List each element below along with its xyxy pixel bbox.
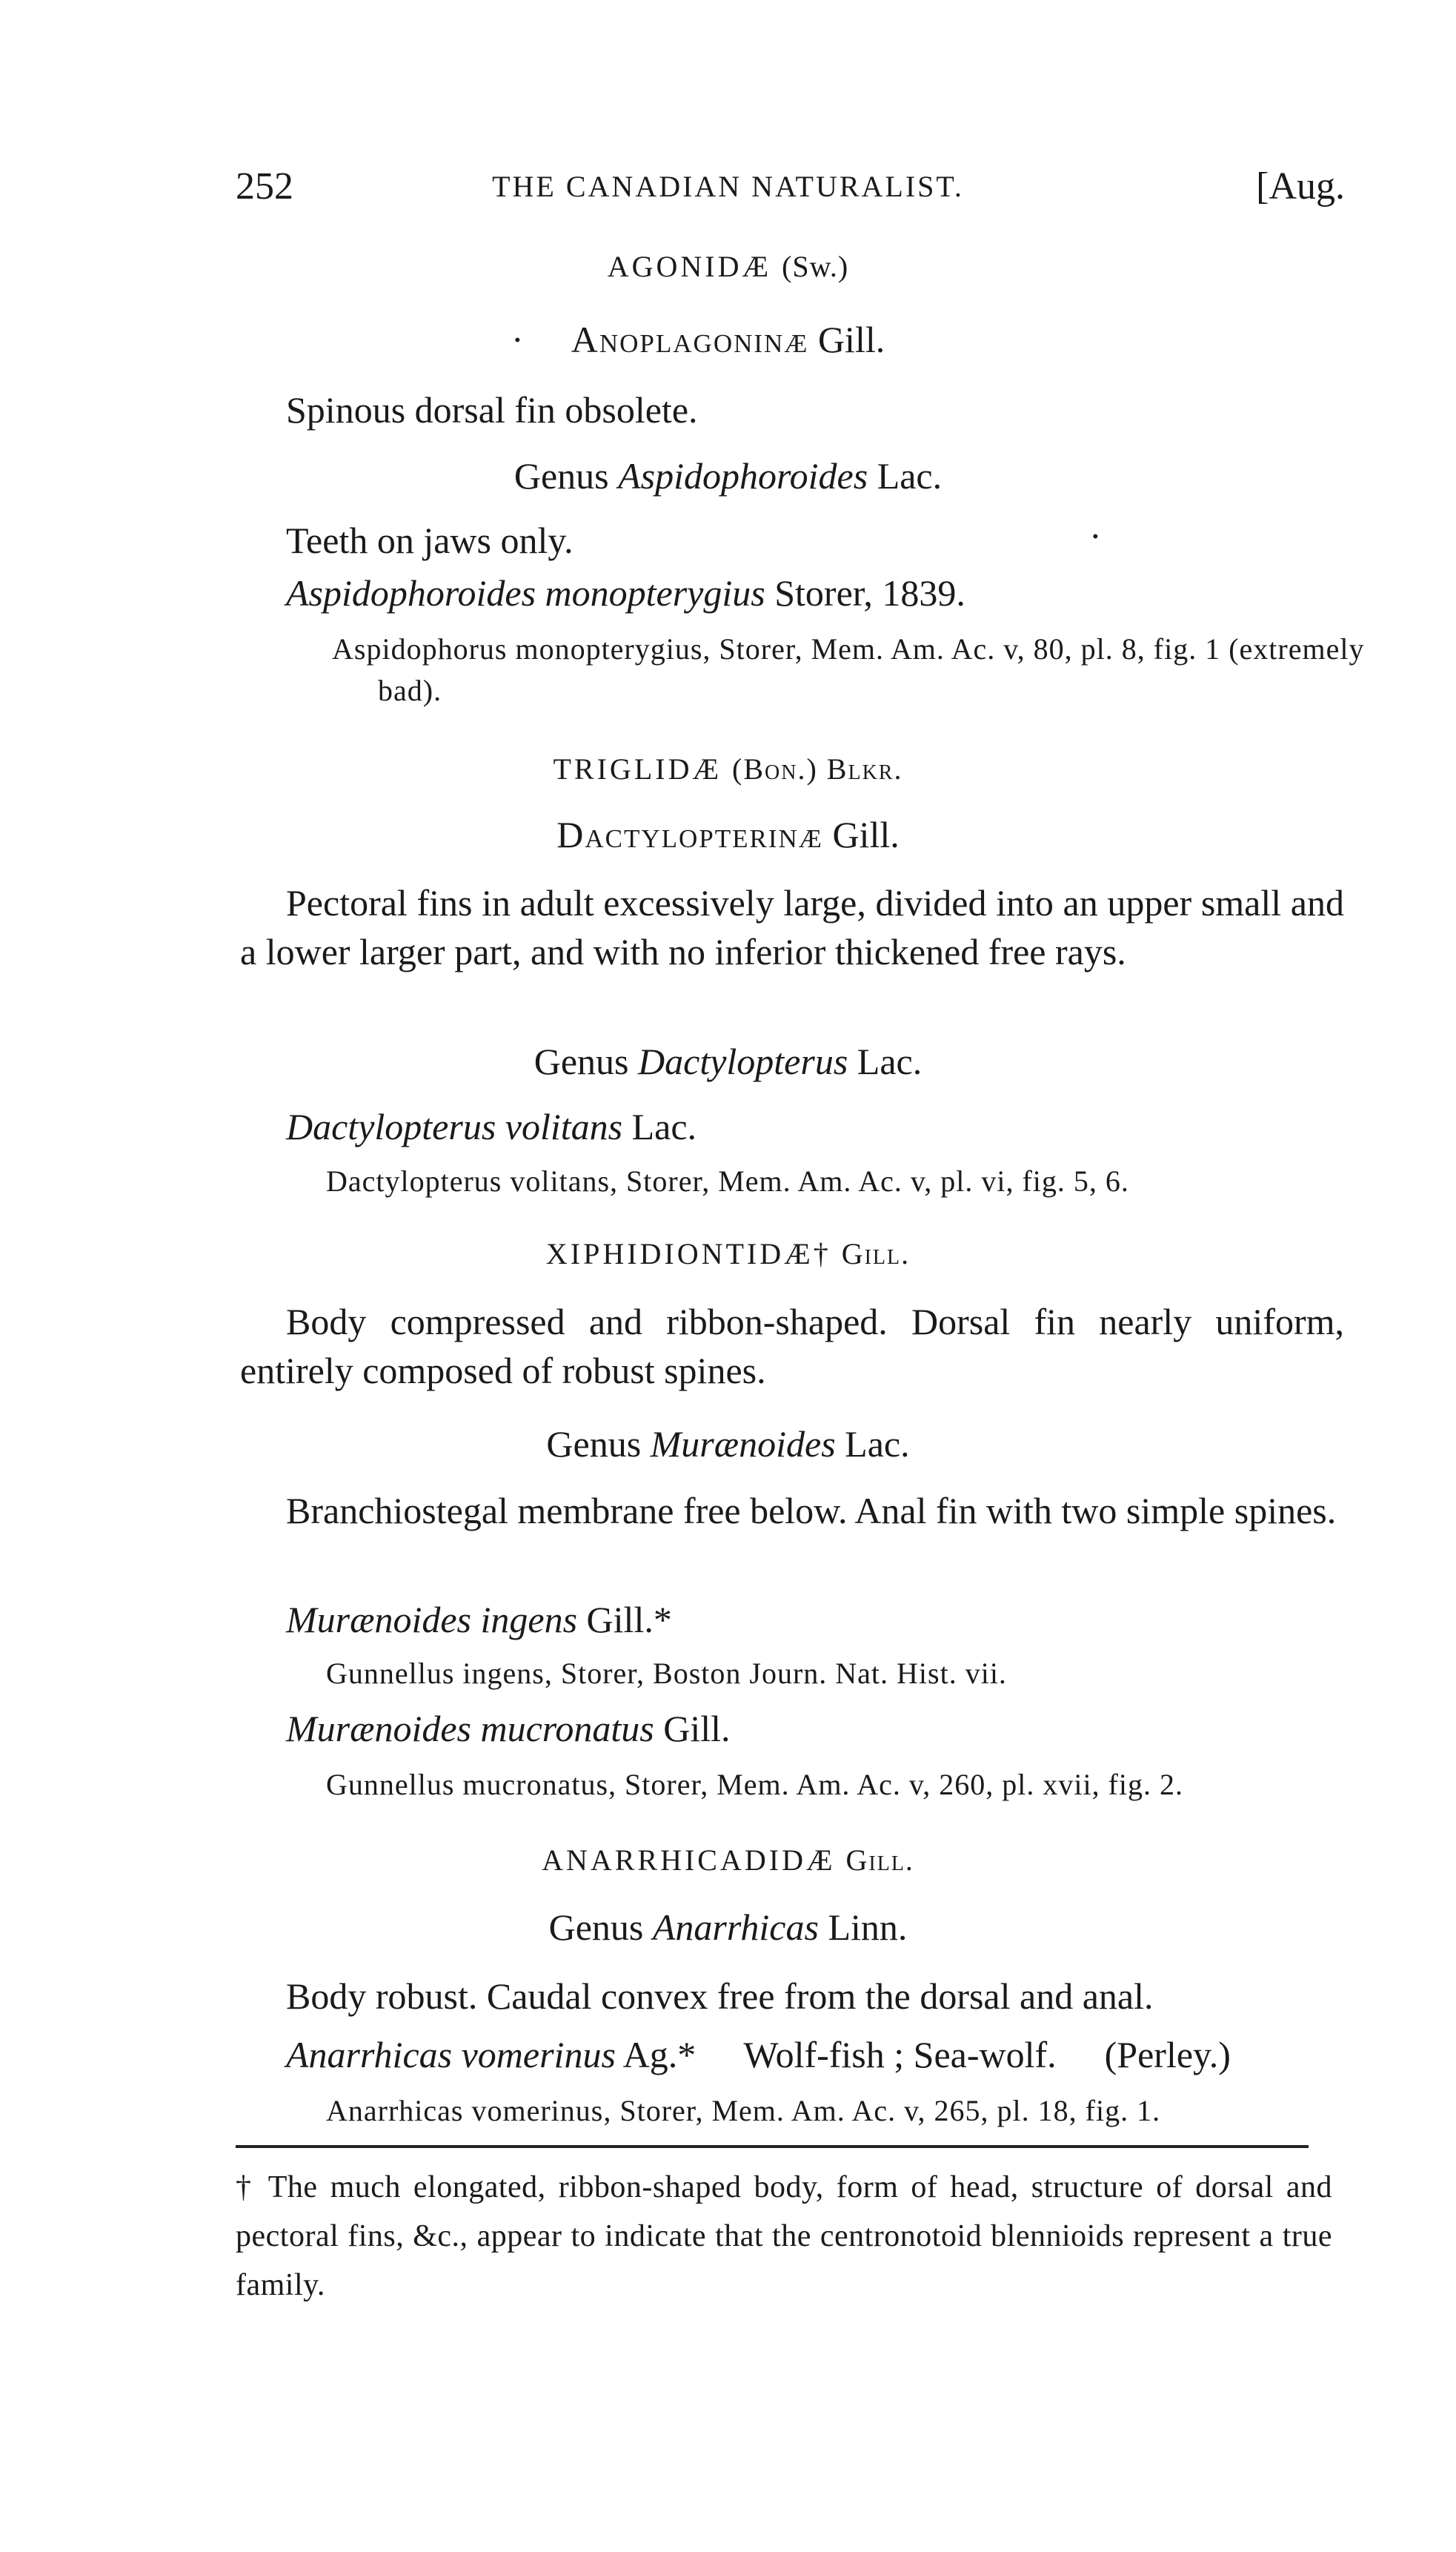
family-heading-anarrhicadidae <box>0 1840 1456 1881</box>
genus-word: Genus <box>546 1423 642 1465</box>
genus-name: Dactylopterus <box>638 1041 848 1082</box>
species-author: Ag.* <box>622 2034 697 2075</box>
family-author: (Sw.) <box>782 250 849 283</box>
genus-heading-anarrhicas <box>0 1905 1456 1949</box>
subfamily-description: Pectoral fins in adult excessively large, divided into an upper small and a lower larger part, and with no inferior thickened free rays. <box>240 882 1344 972</box>
family-heading-agonidae <box>0 246 1456 288</box>
family-name: TRIGLIDÆ <box>553 752 722 786</box>
family-name: AGONIDÆ <box>607 250 772 283</box>
family-description: Body compressed and ribbon-shaped. Dorsal fin nearly uniform, entirely composed of robust spines. <box>240 1301 1344 1391</box>
subfamily-heading-dactylopterinae <box>0 812 1456 857</box>
species-name: Murænoides ingens <box>286 1599 578 1640</box>
family-name: XIPHIDIONTIDÆ† <box>545 1237 831 1270</box>
common-names: Wolf-fish ; Sea-wolf. <box>743 2034 1057 2075</box>
species-aspidophoroides-monopterygius <box>286 571 965 615</box>
synonym-reference: Gunnellus ingens, Storer, Boston Journ. Nat. Hist. vii. <box>326 1657 1007 1690</box>
synonym-reference: Anarrhicas vomerinus, Storer, Mem. Am. Ac. v, 265, pl. 18, fig. 1. <box>326 2094 1161 2127</box>
footnote: † The much elongated, ribbon-shaped body, form of head, structure of dorsal and pectoral fins, &c., appear to indicate that the centronotoid blennioids represent a true family. <box>236 2170 1332 2302</box>
genus-name: Anarrhicas <box>652 1906 819 1948</box>
synonym-reference: Dactylopterus volitans, Storer, Mem. Am. Ac. v, pl. vi, fig. 5, 6. <box>326 1164 1129 1198</box>
common-name-source: (Perley.) <box>1104 2034 1231 2075</box>
genus-author: Lac. <box>857 1041 923 1082</box>
genus-author: Lac. <box>877 455 943 497</box>
subfamily-name: Anoplagoninæ <box>571 319 809 360</box>
running-title: THE CANADIAN NATURALIST. <box>492 170 964 203</box>
species-author: Gill.* <box>586 1599 672 1640</box>
genus-description: Teeth on jaws only. <box>286 520 574 561</box>
subfamily-heading-anoplagoninae <box>0 317 1456 362</box>
species-dactylopterus-volitans <box>286 1104 697 1149</box>
genus-description: Body robust. Caudal convex free from the dorsal and anal. <box>286 1975 1154 2017</box>
species-name: Murænoides mucronatus <box>286 1708 654 1749</box>
genus-word: Genus <box>548 1906 644 1948</box>
page-number: 252 <box>236 165 293 208</box>
family-author: Gill. <box>845 1843 914 1877</box>
species-author: Lac. <box>631 1106 697 1147</box>
subfamily-author: Gill. <box>817 319 885 360</box>
family-heading-xiphidiontidae <box>0 1233 1456 1275</box>
genus-name: Murænoides <box>650 1423 836 1465</box>
genus-description: Branchiostegal membrane free below. Anal fin with two simple spines. <box>286 1490 1337 1531</box>
running-month: [Aug. <box>1256 165 1345 208</box>
species-anarrhicas-vomerinus <box>286 2032 1231 2077</box>
genus-heading-muraenoides <box>0 1422 1456 1466</box>
footnote-rule <box>236 2145 1309 2148</box>
stray-dot: · <box>1089 515 1102 557</box>
species-author: Storer, 1839. <box>774 572 965 614</box>
species-muraenoides-mucronatus <box>286 1706 731 1751</box>
synonym-reference: Aspidophorus monopterygius, Storer, Mem. Am. Ac. v, 80, pl. 8, fig. 1 (extremely bad). <box>332 632 1365 707</box>
genus-heading-aspidophoroides <box>0 454 1456 498</box>
family-author: (Bon.) Blkr. <box>732 752 903 786</box>
species-name: Anarrhicas vomerinus <box>286 2034 616 2075</box>
subfamily-description: Spinous dorsal fin obsolete. <box>286 389 698 431</box>
family-author: Gill. <box>841 1237 911 1270</box>
genus-author: Linn. <box>828 1906 908 1948</box>
family-heading-triglidae <box>0 749 1456 790</box>
family-name: ANARRHICADIDÆ <box>542 1843 836 1877</box>
stray-dot: · <box>511 319 524 360</box>
species-muraenoides-ingens <box>286 1597 672 1642</box>
genus-word: Genus <box>533 1041 629 1082</box>
subfamily-author: Gill. <box>832 814 900 855</box>
species-name: Dactylopterus volitans <box>286 1106 623 1147</box>
genus-author: Lac. <box>845 1423 910 1465</box>
species-name: Aspidophoroides monopterygius <box>286 572 765 614</box>
genus-heading-dactylopterus <box>0 1039 1456 1084</box>
subfamily-name: Dactylopterinæ <box>556 814 823 855</box>
genus-name: Aspidophoroides <box>618 455 868 497</box>
synonym-reference: Gunnellus mucronatus, Storer, Mem. Am. Ac. v, 260, pl. xvii, fig. 2. <box>326 1768 1184 1801</box>
species-author: Gill. <box>663 1708 731 1749</box>
genus-word: Genus <box>513 455 609 497</box>
